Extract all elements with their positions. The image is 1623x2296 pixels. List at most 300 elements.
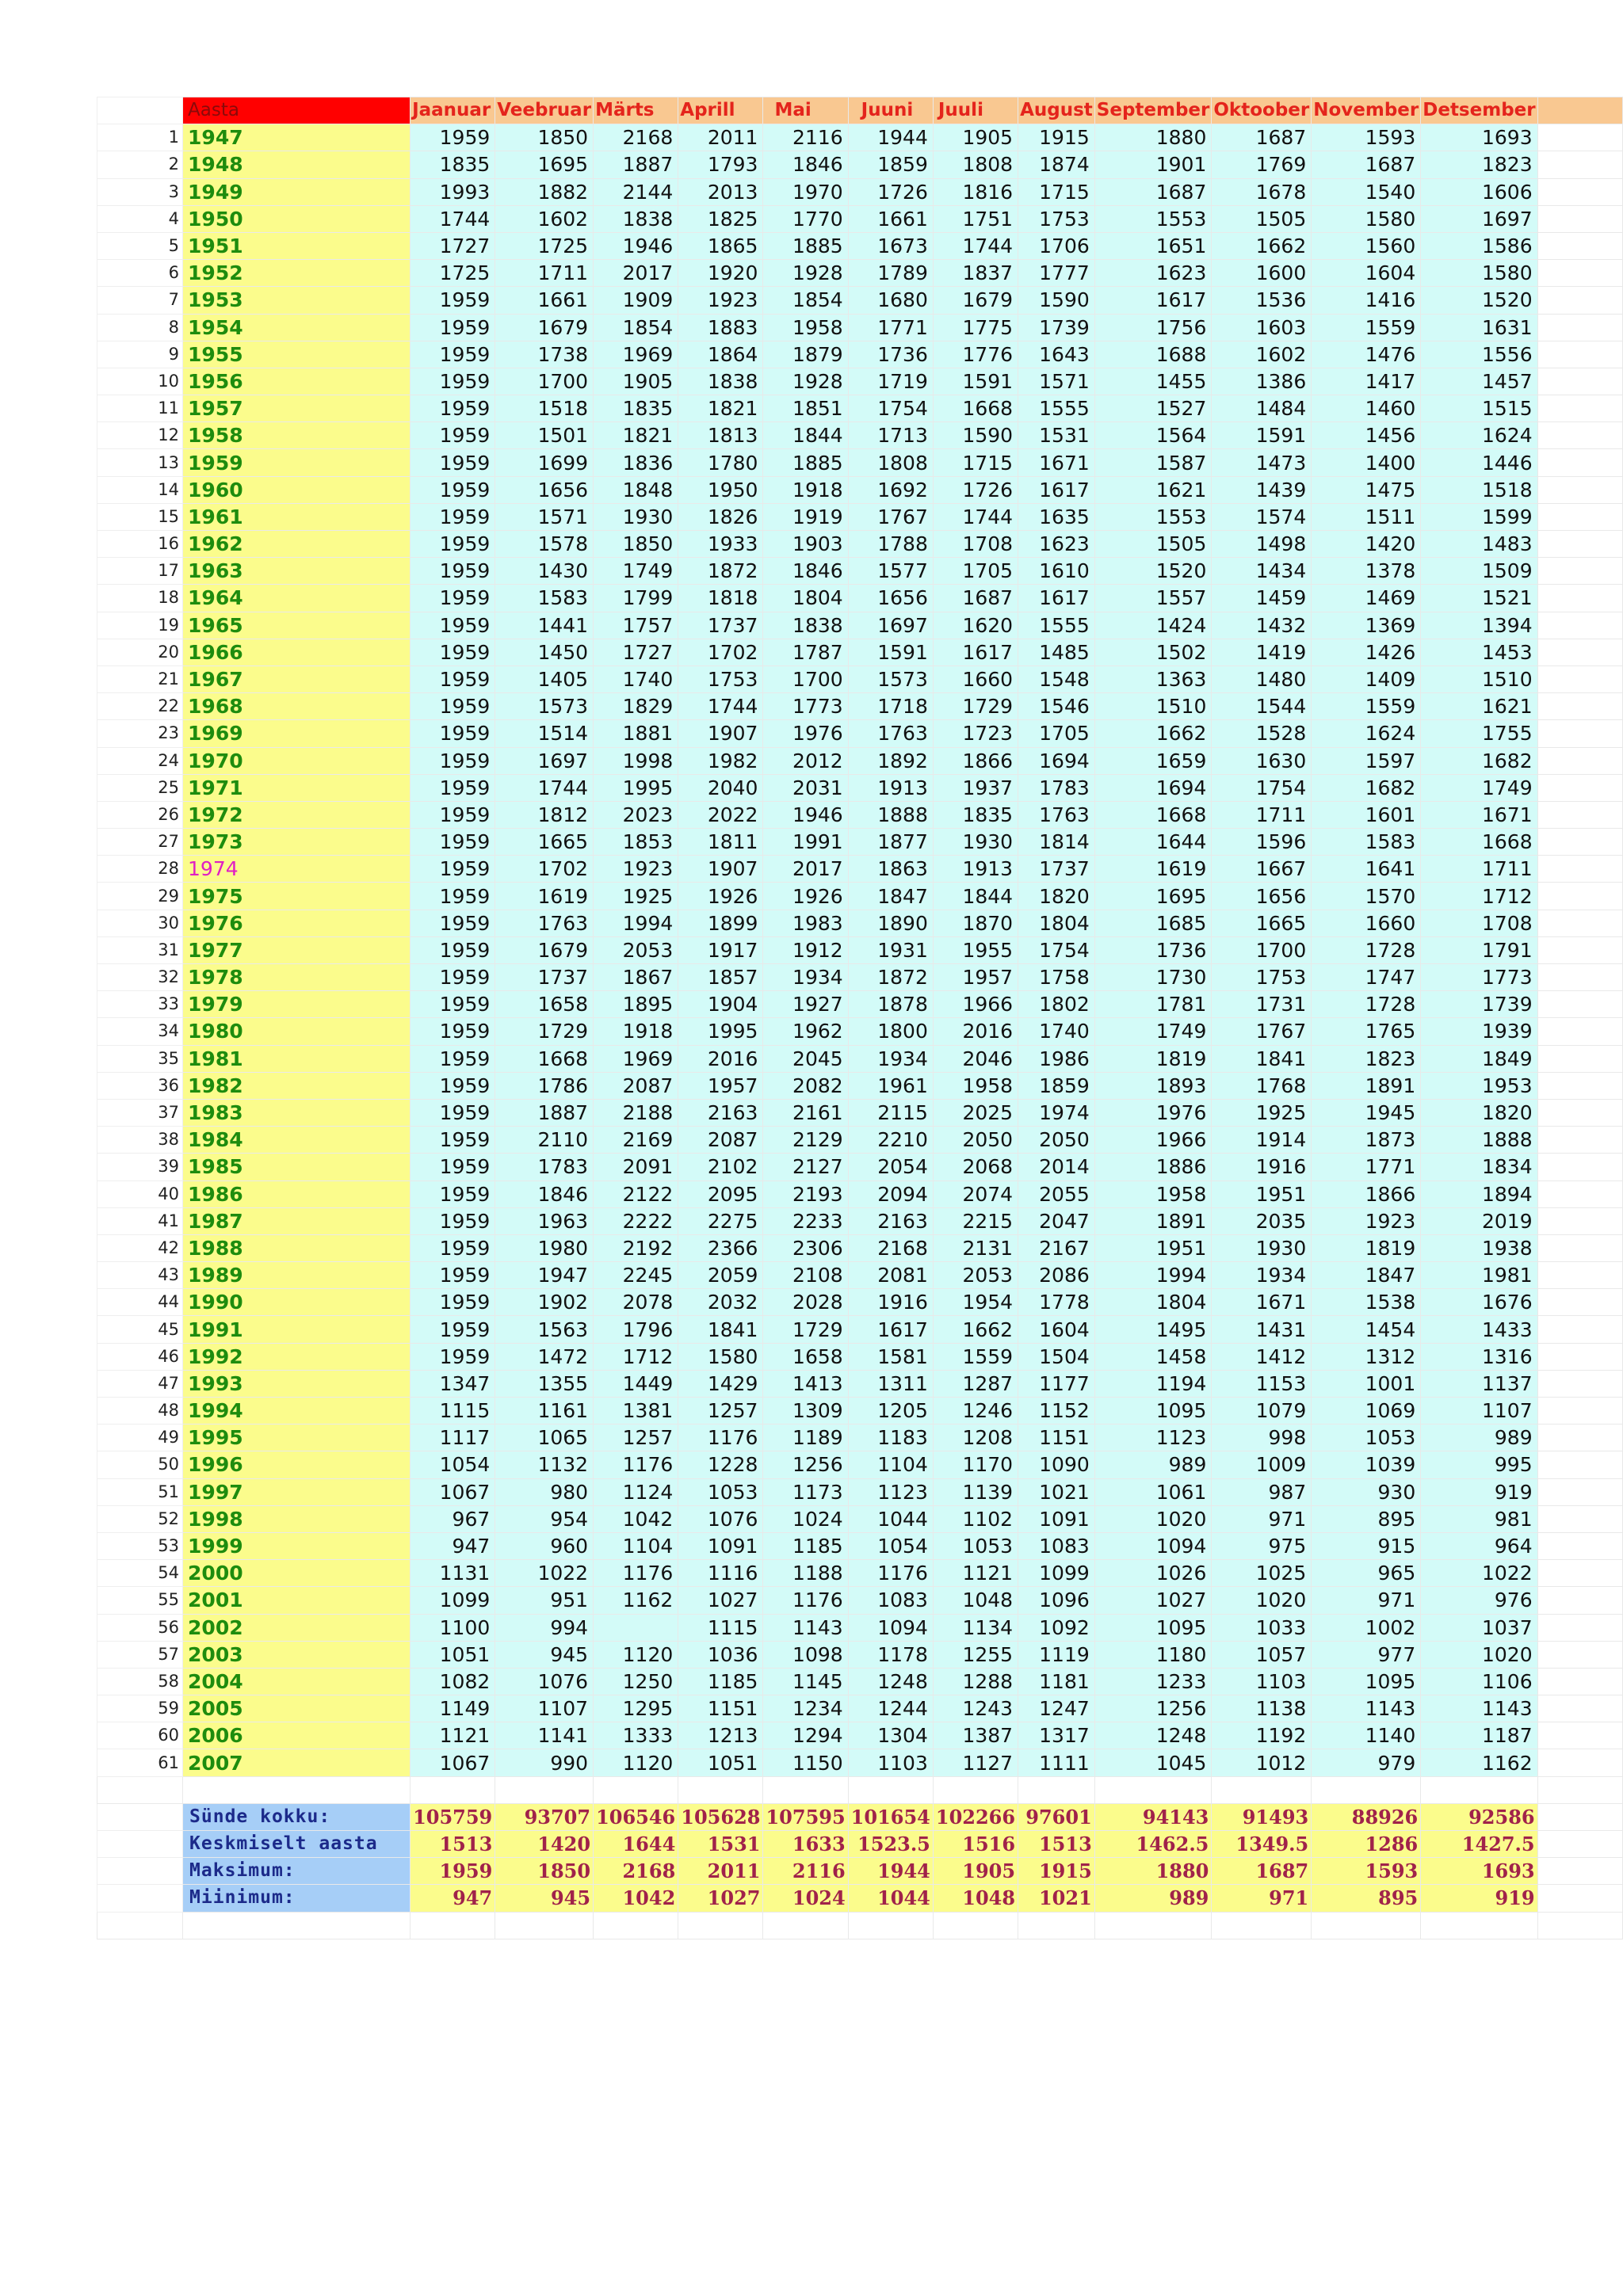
value-cell[interactable]: 1067 [411,1749,495,1776]
empty-cell[interactable] [1537,1262,1622,1289]
value-cell[interactable]: 1094 [848,1614,933,1641]
value-cell[interactable]: 1930 [933,829,1018,856]
value-cell[interactable]: 1991 [763,829,848,856]
summary-label[interactable]: Maksimum: [183,1858,411,1885]
value-cell[interactable]: 1176 [594,1451,678,1478]
empty-cell[interactable] [1537,1668,1622,1695]
year-cell[interactable]: 1973 [183,829,411,856]
value-cell[interactable]: 1909 [594,287,678,314]
summary-value[interactable]: 2116 [763,1858,848,1885]
value-cell[interactable]: 1591 [848,639,933,666]
value-cell[interactable]: 1460 [1312,395,1421,422]
value-cell[interactable]: 1986 [1018,1045,1095,1072]
value-cell[interactable]: 1586 [1421,232,1537,259]
value-cell[interactable]: 989 [1094,1451,1212,1478]
value-cell[interactable]: 1848 [594,476,678,503]
year-cell[interactable]: 1994 [183,1398,411,1425]
value-cell[interactable]: 1621 [1421,693,1537,720]
value-cell[interactable]: 1820 [1421,1099,1537,1126]
value-cell[interactable]: 1983 [763,910,848,936]
value-cell[interactable]: 1597 [1312,747,1421,774]
value-cell[interactable]: 1913 [848,774,933,801]
empty-cell[interactable] [1537,1695,1622,1722]
value-cell[interactable]: 1044 [848,1505,933,1532]
value-cell[interactable]: 1022 [1421,1560,1537,1587]
empty-cell[interactable] [594,1776,678,1803]
value-cell[interactable]: 1098 [763,1641,848,1668]
value-cell[interactable]: 1959 [411,612,495,639]
value-cell[interactable]: 1959 [411,1018,495,1045]
value-cell[interactable]: 1955 [933,936,1018,963]
value-cell[interactable]: 1606 [1421,178,1537,205]
value-cell[interactable]: 1557 [1094,585,1212,612]
value-cell[interactable]: 1692 [848,476,933,503]
value-cell[interactable]: 1536 [1212,287,1312,314]
value-cell[interactable]: 2222 [594,1207,678,1234]
value-cell[interactable]: 1020 [1421,1641,1537,1668]
value-cell[interactable]: 1630 [1212,747,1312,774]
year-cell[interactable]: 1993 [183,1370,411,1397]
value-cell[interactable]: 1658 [763,1343,848,1370]
value-cell[interactable]: 1923 [1312,1207,1421,1234]
empty-cell[interactable] [1212,1912,1312,1939]
value-cell[interactable]: 947 [411,1532,495,1559]
value-cell[interactable]: 1665 [1212,910,1312,936]
value-cell[interactable]: 1094 [1094,1532,1212,1559]
value-cell[interactable]: 1417 [1312,368,1421,395]
value-cell[interactable]: 1316 [1421,1343,1537,1370]
empty-cell[interactable] [933,1912,1018,1939]
value-cell[interactable]: 1819 [1094,1045,1212,1072]
value-cell[interactable]: 1243 [933,1695,1018,1722]
empty-cell[interactable] [1537,639,1622,666]
value-cell[interactable]: 1176 [848,1560,933,1587]
value-cell[interactable]: 1528 [1212,720,1312,747]
value-cell[interactable]: 1980 [495,1234,594,1261]
value-cell[interactable]: 1656 [1212,883,1312,910]
value-cell[interactable]: 1994 [594,910,678,936]
value-cell[interactable]: 1036 [678,1641,763,1668]
value-cell[interactable]: 1602 [495,205,594,232]
month-header[interactable]: September [1094,97,1212,124]
value-cell[interactable]: 1962 [763,1018,848,1045]
value-cell[interactable]: 2078 [594,1289,678,1316]
value-cell[interactable]: 1137 [1421,1370,1537,1397]
year-cell[interactable]: 1997 [183,1478,411,1505]
value-cell[interactable]: 1823 [1312,1045,1421,1072]
value-cell[interactable]: 1959 [411,910,495,936]
summary-value[interactable]: 105628 [678,1803,763,1830]
value-cell[interactable]: 1958 [1094,1180,1212,1207]
value-cell[interactable]: 1623 [1018,531,1095,558]
value-cell[interactable]: 1151 [678,1695,763,1722]
value-cell[interactable]: 1573 [848,666,933,692]
value-cell[interactable]: 1053 [678,1478,763,1505]
value-cell[interactable]: 1939 [1421,1018,1537,1045]
empty-cell[interactable] [1537,1912,1622,1939]
value-cell[interactable]: 2050 [1018,1127,1095,1154]
value-cell[interactable]: 1505 [1212,205,1312,232]
value-cell[interactable]: 1945 [1312,1099,1421,1126]
value-cell[interactable]: 2163 [848,1207,933,1234]
value-cell[interactable]: 1570 [1312,883,1421,910]
empty-cell[interactable] [1094,1912,1212,1939]
value-cell[interactable]: 2025 [933,1099,1018,1126]
value-cell[interactable]: 1933 [678,531,763,558]
value-cell[interactable]: 1850 [495,124,594,151]
year-cell[interactable]: 1979 [183,991,411,1018]
value-cell[interactable]: 1051 [411,1641,495,1668]
value-cell[interactable]: 1153 [1212,1370,1312,1397]
value-cell[interactable]: 1754 [1212,774,1312,801]
value-cell[interactable]: 1509 [1421,558,1537,585]
value-cell[interactable]: 1580 [1421,260,1537,287]
value-cell[interactable]: 1904 [678,991,763,1018]
empty-cell[interactable] [1537,1207,1622,1234]
value-cell[interactable]: 1102 [933,1505,1018,1532]
value-cell[interactable]: 1812 [495,801,594,828]
year-cell[interactable]: 1989 [183,1262,411,1289]
value-cell[interactable]: 1763 [1018,801,1095,828]
summary-value[interactable]: 1021 [1018,1885,1095,1912]
value-cell[interactable]: 1789 [848,260,933,287]
summary-value[interactable]: 1959 [411,1858,495,1885]
value-cell[interactable]: 1246 [933,1398,1018,1425]
value-cell[interactable]: 1604 [1312,260,1421,287]
value-cell[interactable]: 1518 [495,395,594,422]
value-cell[interactable]: 2144 [594,178,678,205]
value-cell[interactable]: 1485 [1018,639,1095,666]
year-cell[interactable]: 1990 [183,1289,411,1316]
value-cell[interactable]: 1995 [678,1018,763,1045]
value-cell[interactable]: 1104 [848,1451,933,1478]
value-cell[interactable]: 1183 [848,1425,933,1451]
value-cell[interactable]: 1854 [763,287,848,314]
year-cell[interactable]: 2003 [183,1641,411,1668]
value-cell[interactable]: 1777 [1018,260,1095,287]
value-cell[interactable]: 1095 [1094,1398,1212,1425]
value-cell[interactable]: 1802 [1018,991,1095,1018]
empty-cell[interactable] [1537,964,1622,991]
value-cell[interactable]: 1844 [933,883,1018,910]
summary-value[interactable]: 971 [1212,1885,1312,1912]
value-cell[interactable]: 1865 [678,232,763,259]
value-cell[interactable]: 1591 [1212,422,1312,449]
empty-cell[interactable] [1537,666,1622,692]
summary-value[interactable]: 1042 [594,1885,678,1912]
value-cell[interactable]: 1564 [1094,422,1212,449]
empty-cell[interactable] [1537,1045,1622,1072]
value-cell[interactable]: 2012 [763,747,848,774]
value-cell[interactable]: 1527 [1094,395,1212,422]
value-cell[interactable]: 1739 [1018,314,1095,341]
value-cell[interactable]: 1132 [495,1451,594,1478]
value-cell[interactable]: 1959 [411,1127,495,1154]
value-cell[interactable]: 1644 [1094,829,1212,856]
value-cell[interactable]: 1836 [594,449,678,476]
empty-cell[interactable] [1537,1803,1622,1830]
value-cell[interactable]: 1596 [1212,829,1312,856]
value-cell[interactable]: 1294 [763,1722,848,1749]
value-cell[interactable]: 1162 [1421,1749,1537,1776]
empty-cell[interactable] [1537,1370,1622,1397]
value-cell[interactable]: 1920 [678,260,763,287]
value-cell[interactable]: 1773 [1421,964,1537,991]
value-cell[interactable]: 1151 [1018,1425,1095,1451]
value-cell[interactable]: 1515 [1421,395,1537,422]
empty-cell[interactable] [1537,1099,1622,1126]
value-cell[interactable]: 1872 [848,964,933,991]
value-cell[interactable]: 1729 [495,1018,594,1045]
value-cell[interactable]: 2161 [763,1099,848,1126]
summary-value[interactable]: 1027 [678,1885,763,1912]
value-cell[interactable]: 2087 [678,1127,763,1154]
value-cell[interactable]: 1453 [1421,639,1537,666]
value-cell[interactable]: 1514 [495,720,594,747]
value-cell[interactable]: 1959 [411,774,495,801]
value-cell[interactable]: 1859 [848,151,933,178]
summary-value[interactable]: 947 [411,1885,495,1912]
value-cell[interactable]: 1161 [495,1398,594,1425]
value-cell[interactable]: 1012 [1212,1749,1312,1776]
value-cell[interactable]: 1821 [594,422,678,449]
value-cell[interactable]: 1656 [848,585,933,612]
value-cell[interactable]: 1553 [1094,503,1212,530]
value-cell[interactable]: 1749 [1421,774,1537,801]
value-cell[interactable]: 1708 [933,531,1018,558]
value-cell[interactable]: 1838 [594,205,678,232]
empty-cell[interactable] [1537,1776,1622,1803]
month-header[interactable]: Aprill [678,97,763,124]
empty-cell[interactable] [1537,883,1622,910]
value-cell[interactable]: 1914 [1212,1127,1312,1154]
value-cell[interactable]: 1959 [411,883,495,910]
value-cell[interactable]: 1680 [848,287,933,314]
value-cell[interactable]: 1600 [1212,260,1312,287]
value-cell[interactable]: 1958 [763,314,848,341]
empty-cell[interactable] [1537,991,1622,1018]
value-cell[interactable]: 1719 [848,368,933,395]
value-cell[interactable]: 2055 [1018,1180,1095,1207]
value-cell[interactable]: 1103 [1212,1668,1312,1695]
value-cell[interactable]: 1959 [411,449,495,476]
value-cell[interactable]: 1091 [678,1532,763,1559]
value-cell[interactable]: 981 [1421,1505,1537,1532]
value-cell[interactable]: 1180 [1094,1641,1212,1668]
value-cell[interactable]: 1780 [678,449,763,476]
value-cell[interactable]: 1257 [678,1398,763,1425]
empty-cell[interactable] [1537,856,1622,883]
year-cell[interactable]: 1978 [183,964,411,991]
value-cell[interactable]: 1787 [763,639,848,666]
value-cell[interactable]: 1851 [763,395,848,422]
year-cell[interactable]: 1988 [183,1234,411,1261]
value-cell[interactable]: 1969 [594,341,678,368]
value-cell[interactable]: 1121 [933,1560,1018,1587]
value-cell[interactable]: 1821 [678,395,763,422]
value-cell[interactable]: 1959 [411,314,495,341]
value-cell[interactable]: 1668 [1094,801,1212,828]
value-cell[interactable]: 1873 [1312,1127,1421,1154]
value-cell[interactable]: 1847 [1312,1262,1421,1289]
empty-cell[interactable] [411,1912,495,1939]
value-cell[interactable]: 1702 [678,639,763,666]
year-cell[interactable]: 1950 [183,205,411,232]
value-cell[interactable]: 1141 [495,1722,594,1749]
empty-cell[interactable] [1537,1451,1622,1478]
value-cell[interactable]: 1888 [848,801,933,828]
value-cell[interactable]: 2169 [594,1127,678,1154]
empty-cell[interactable] [1537,1127,1622,1154]
summary-value[interactable]: 1513 [1018,1831,1095,1858]
value-cell[interactable]: 1412 [1212,1343,1312,1370]
value-cell[interactable]: 1959 [411,1234,495,1261]
year-cell[interactable]: 1958 [183,422,411,449]
value-cell[interactable]: 1617 [933,639,1018,666]
value-cell[interactable]: 1540 [1312,178,1421,205]
value-cell[interactable]: 1121 [411,1722,495,1749]
value-cell[interactable]: 1057 [1212,1641,1312,1668]
value-cell[interactable]: 1187 [1421,1722,1537,1749]
value-cell[interactable]: 1234 [763,1695,848,1722]
value-cell[interactable]: 1106 [1421,1668,1537,1695]
value-cell[interactable]: 1065 [495,1425,594,1451]
empty-cell[interactable] [1537,1587,1622,1614]
value-cell[interactable]: 1495 [1094,1316,1212,1343]
value-cell[interactable]: 1959 [411,720,495,747]
value-cell[interactable]: 2047 [1018,1207,1095,1234]
empty-cell[interactable] [1537,558,1622,585]
summary-value[interactable]: 102266 [933,1803,1018,1830]
empty-cell[interactable] [495,1912,594,1939]
value-cell[interactable]: 2129 [763,1127,848,1154]
summary-value[interactable]: 895 [1312,1885,1421,1912]
value-cell[interactable]: 1976 [763,720,848,747]
value-cell[interactable]: 2013 [678,178,763,205]
value-cell[interactable]: 1835 [411,151,495,178]
value-cell[interactable]: 2167 [1018,1234,1095,1261]
value-cell[interactable]: 1959 [411,1072,495,1099]
value-cell[interactable]: 1115 [678,1614,763,1641]
value-cell[interactable]: 1426 [1312,639,1421,666]
value-cell[interactable]: 1149 [411,1695,495,1722]
value-cell[interactable]: 2053 [933,1262,1018,1289]
value-cell[interactable]: 1934 [1212,1262,1312,1289]
value-cell[interactable]: 1918 [763,476,848,503]
empty-cell[interactable] [1018,1912,1095,1939]
value-cell[interactable]: 1905 [933,124,1018,151]
value-cell[interactable]: 1120 [594,1641,678,1668]
month-header[interactable]: Juuni [848,97,933,124]
value-cell[interactable]: 1959 [411,1343,495,1370]
value-cell[interactable]: 1969 [594,1045,678,1072]
value-cell[interactable]: 1882 [495,178,594,205]
year-cell[interactable]: 1985 [183,1154,411,1180]
value-cell[interactable]: 2233 [763,1207,848,1234]
value-cell[interactable]: 1870 [933,910,1018,936]
value-cell[interactable]: 1786 [495,1072,594,1099]
value-cell[interactable]: 1694 [1018,747,1095,774]
value-cell[interactable]: 1923 [594,856,678,883]
value-cell[interactable]: 1708 [1421,910,1537,936]
summary-value[interactable]: 1349.5 [1212,1831,1312,1858]
value-cell[interactable]: 1067 [411,1478,495,1505]
value-cell[interactable]: 1699 [495,449,594,476]
empty-cell[interactable] [1537,341,1622,368]
value-cell[interactable]: 1923 [678,287,763,314]
year-cell[interactable]: 1953 [183,287,411,314]
summary-value[interactable]: 1513 [411,1831,495,1858]
value-cell[interactable]: 1546 [1018,693,1095,720]
summary-value[interactable]: 94143 [1094,1803,1212,1830]
empty-cell[interactable] [848,1776,933,1803]
value-cell[interactable]: 1617 [1094,287,1212,314]
value-cell[interactable]: 2168 [594,124,678,151]
value-cell[interactable]: 1944 [848,124,933,151]
value-cell[interactable]: 1959 [411,558,495,585]
value-cell[interactable]: 1863 [848,856,933,883]
value-cell[interactable]: 1667 [1212,856,1312,883]
value-cell[interactable]: 1711 [1212,801,1312,828]
value-cell[interactable]: 1931 [848,936,933,963]
year-cell[interactable]: 1967 [183,666,411,692]
value-cell[interactable]: 1959 [411,476,495,503]
value-cell[interactable]: 1959 [411,1316,495,1343]
value-cell[interactable]: 1096 [1018,1587,1095,1614]
year-cell[interactable]: 2006 [183,1722,411,1749]
value-cell[interactable]: 1847 [848,883,933,910]
empty-cell[interactable] [1537,476,1622,503]
value-cell[interactable]: 2275 [678,1207,763,1234]
value-cell[interactable]: 1918 [594,1018,678,1045]
value-cell[interactable]: 1355 [495,1370,594,1397]
empty-cell[interactable] [1537,747,1622,774]
empty-cell[interactable] [1537,585,1622,612]
value-cell[interactable]: 1441 [495,612,594,639]
value-cell[interactable]: 1409 [1312,666,1421,692]
value-cell[interactable]: 1601 [1312,801,1421,828]
value-cell[interactable]: 1138 [1212,1695,1312,1722]
year-cell[interactable]: 1996 [183,1451,411,1478]
value-cell[interactable]: 2017 [763,856,848,883]
value-cell[interactable]: 1753 [1018,205,1095,232]
value-cell[interactable]: 2094 [848,1180,933,1207]
value-cell[interactable]: 2210 [848,1127,933,1154]
value-cell[interactable]: 1369 [1312,612,1421,639]
empty-cell[interactable] [1537,178,1622,205]
value-cell[interactable]: 1484 [1212,395,1312,422]
value-cell[interactable]: 1502 [1094,639,1212,666]
value-cell[interactable]: 1846 [763,558,848,585]
value-cell[interactable]: 980 [495,1478,594,1505]
value-cell[interactable]: 1796 [594,1316,678,1343]
summary-value[interactable]: 919 [1421,1885,1537,1912]
value-cell[interactable]: 1433 [1421,1316,1537,1343]
empty-cell[interactable] [1537,1289,1622,1316]
value-cell[interactable]: 1899 [678,910,763,936]
value-cell[interactable]: 1907 [678,856,763,883]
value-cell[interactable]: 1624 [1421,422,1537,449]
value-cell[interactable]: 1577 [848,558,933,585]
value-cell[interactable]: 1893 [1094,1072,1212,1099]
value-cell[interactable]: 1363 [1094,666,1212,692]
value-cell[interactable]: 1725 [411,260,495,287]
value-cell[interactable]: 1953 [1421,1072,1537,1099]
value-cell[interactable]: 1580 [678,1343,763,1370]
value-cell[interactable]: 1778 [1018,1289,1095,1316]
value-cell[interactable]: 1317 [1018,1722,1095,1749]
value-cell[interactable]: 1009 [1212,1451,1312,1478]
